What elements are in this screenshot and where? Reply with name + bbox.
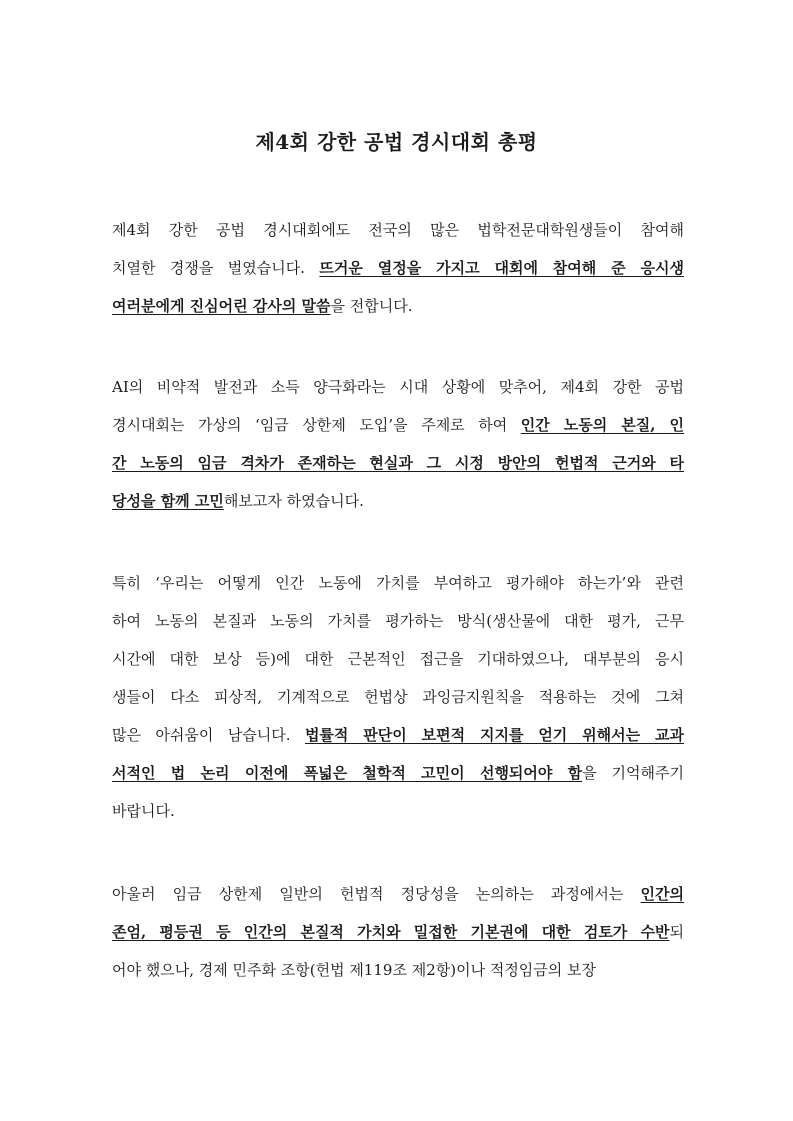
text-line	[112, 875, 684, 913]
text-line	[112, 951, 684, 989]
body-text: 바랍니다.	[112, 802, 175, 820]
body-text: 생들이 다소 피상적, 기계적으로 헌법상 과잉금지원칙을 적용하는 것에 그쳐	[112, 688, 684, 706]
emphasized-text: 법률적 판단이 보편적 지지를 얻기 위해서는 교과	[304, 726, 684, 744]
text-line	[112, 368, 684, 406]
paragraph-1	[112, 211, 684, 325]
emphasized-text: 존엄, 평등권 등 인간의 본질적 가치와 밀접한 기본권에 대한 검토가 수반	[112, 923, 670, 941]
text-line	[112, 640, 684, 678]
text-line	[112, 406, 684, 444]
body-text: AI의 비약적 발전과 소득 양극화라는 시대 상황에 맞추어, 제4회 강한 공법	[112, 378, 684, 396]
text-line	[112, 792, 684, 830]
body-text: 을 전합니다.	[330, 297, 413, 315]
text-line	[112, 602, 684, 640]
text-line	[112, 564, 684, 602]
text-line	[112, 287, 684, 325]
text-line	[112, 754, 684, 792]
paragraph-2	[112, 368, 684, 520]
text-line	[112, 678, 684, 716]
text-line	[112, 482, 684, 520]
emphasized-text: 뜨거운 열정을 가지고 대회에 참여해 준 응시생	[319, 259, 684, 277]
text-line	[112, 444, 684, 482]
body-text: 시간에 대한 보상 등)에 대한 근본적인 접근을 기대하였으나, 대부분의 응시	[112, 650, 684, 668]
text-line	[112, 716, 684, 754]
text-line	[112, 211, 684, 249]
emphasized-text: 당성을 함께 고민	[112, 492, 224, 510]
body-text: 제4회 강한 공법 경시대회에도 전국의 많은 법학전문대학원생들이 참여해	[112, 221, 684, 239]
body-text: 아울러 임금 상한제 일반의 헌법적 정당성을 논의하는 과정에서는	[112, 885, 641, 903]
emphasized-text: 인간의	[640, 885, 684, 903]
body-text: 해보고자 하였습니다.	[223, 492, 364, 510]
body-text: 을 기억해주기	[582, 764, 684, 782]
body-text: 치열한 경쟁을 벌였습니다.	[112, 259, 320, 277]
body-text: 어야 했으나, 경제 민주화 조항(헌법 제119조 제2항)이나 적정임금의 보장	[112, 961, 597, 979]
emphasized-text: 인간 노동의 본질, 인	[520, 416, 684, 434]
text-line	[112, 913, 684, 951]
document-title: 제4회 강한 공법 경시대회 총평	[255, 130, 538, 154]
paragraph-3	[112, 564, 684, 830]
body-text: 되	[669, 923, 684, 941]
body-text: 많은 아쉬움이 남습니다.	[112, 726, 305, 744]
body-text: 경시대회는 가상의 ‘임금 상한제 도입’을 주제로 하여	[112, 416, 521, 434]
body-text: 하여 노동의 본질과 노동의 가치를 평가하는 방식(생산물에 대한 평가, 근무	[112, 612, 684, 630]
emphasized-text: 서적인 법 논리 이전에 폭넓은 철학적 고민이 선행되어야 함	[112, 764, 583, 782]
emphasized-text: 여러분에게 진심어린 감사의 말씀	[112, 297, 331, 315]
paragraph-4	[112, 875, 684, 989]
text-line	[112, 249, 684, 287]
emphasized-text: 간 노동의 임금 격차가 존재하는 현실과 그 시정 방안의 헌법적 근거와 타	[112, 454, 684, 472]
body-text: 특히 ‘우리는 어떻게 인간 노동에 가치를 부여하고 평가해야 하는가’와 관련	[112, 574, 684, 592]
